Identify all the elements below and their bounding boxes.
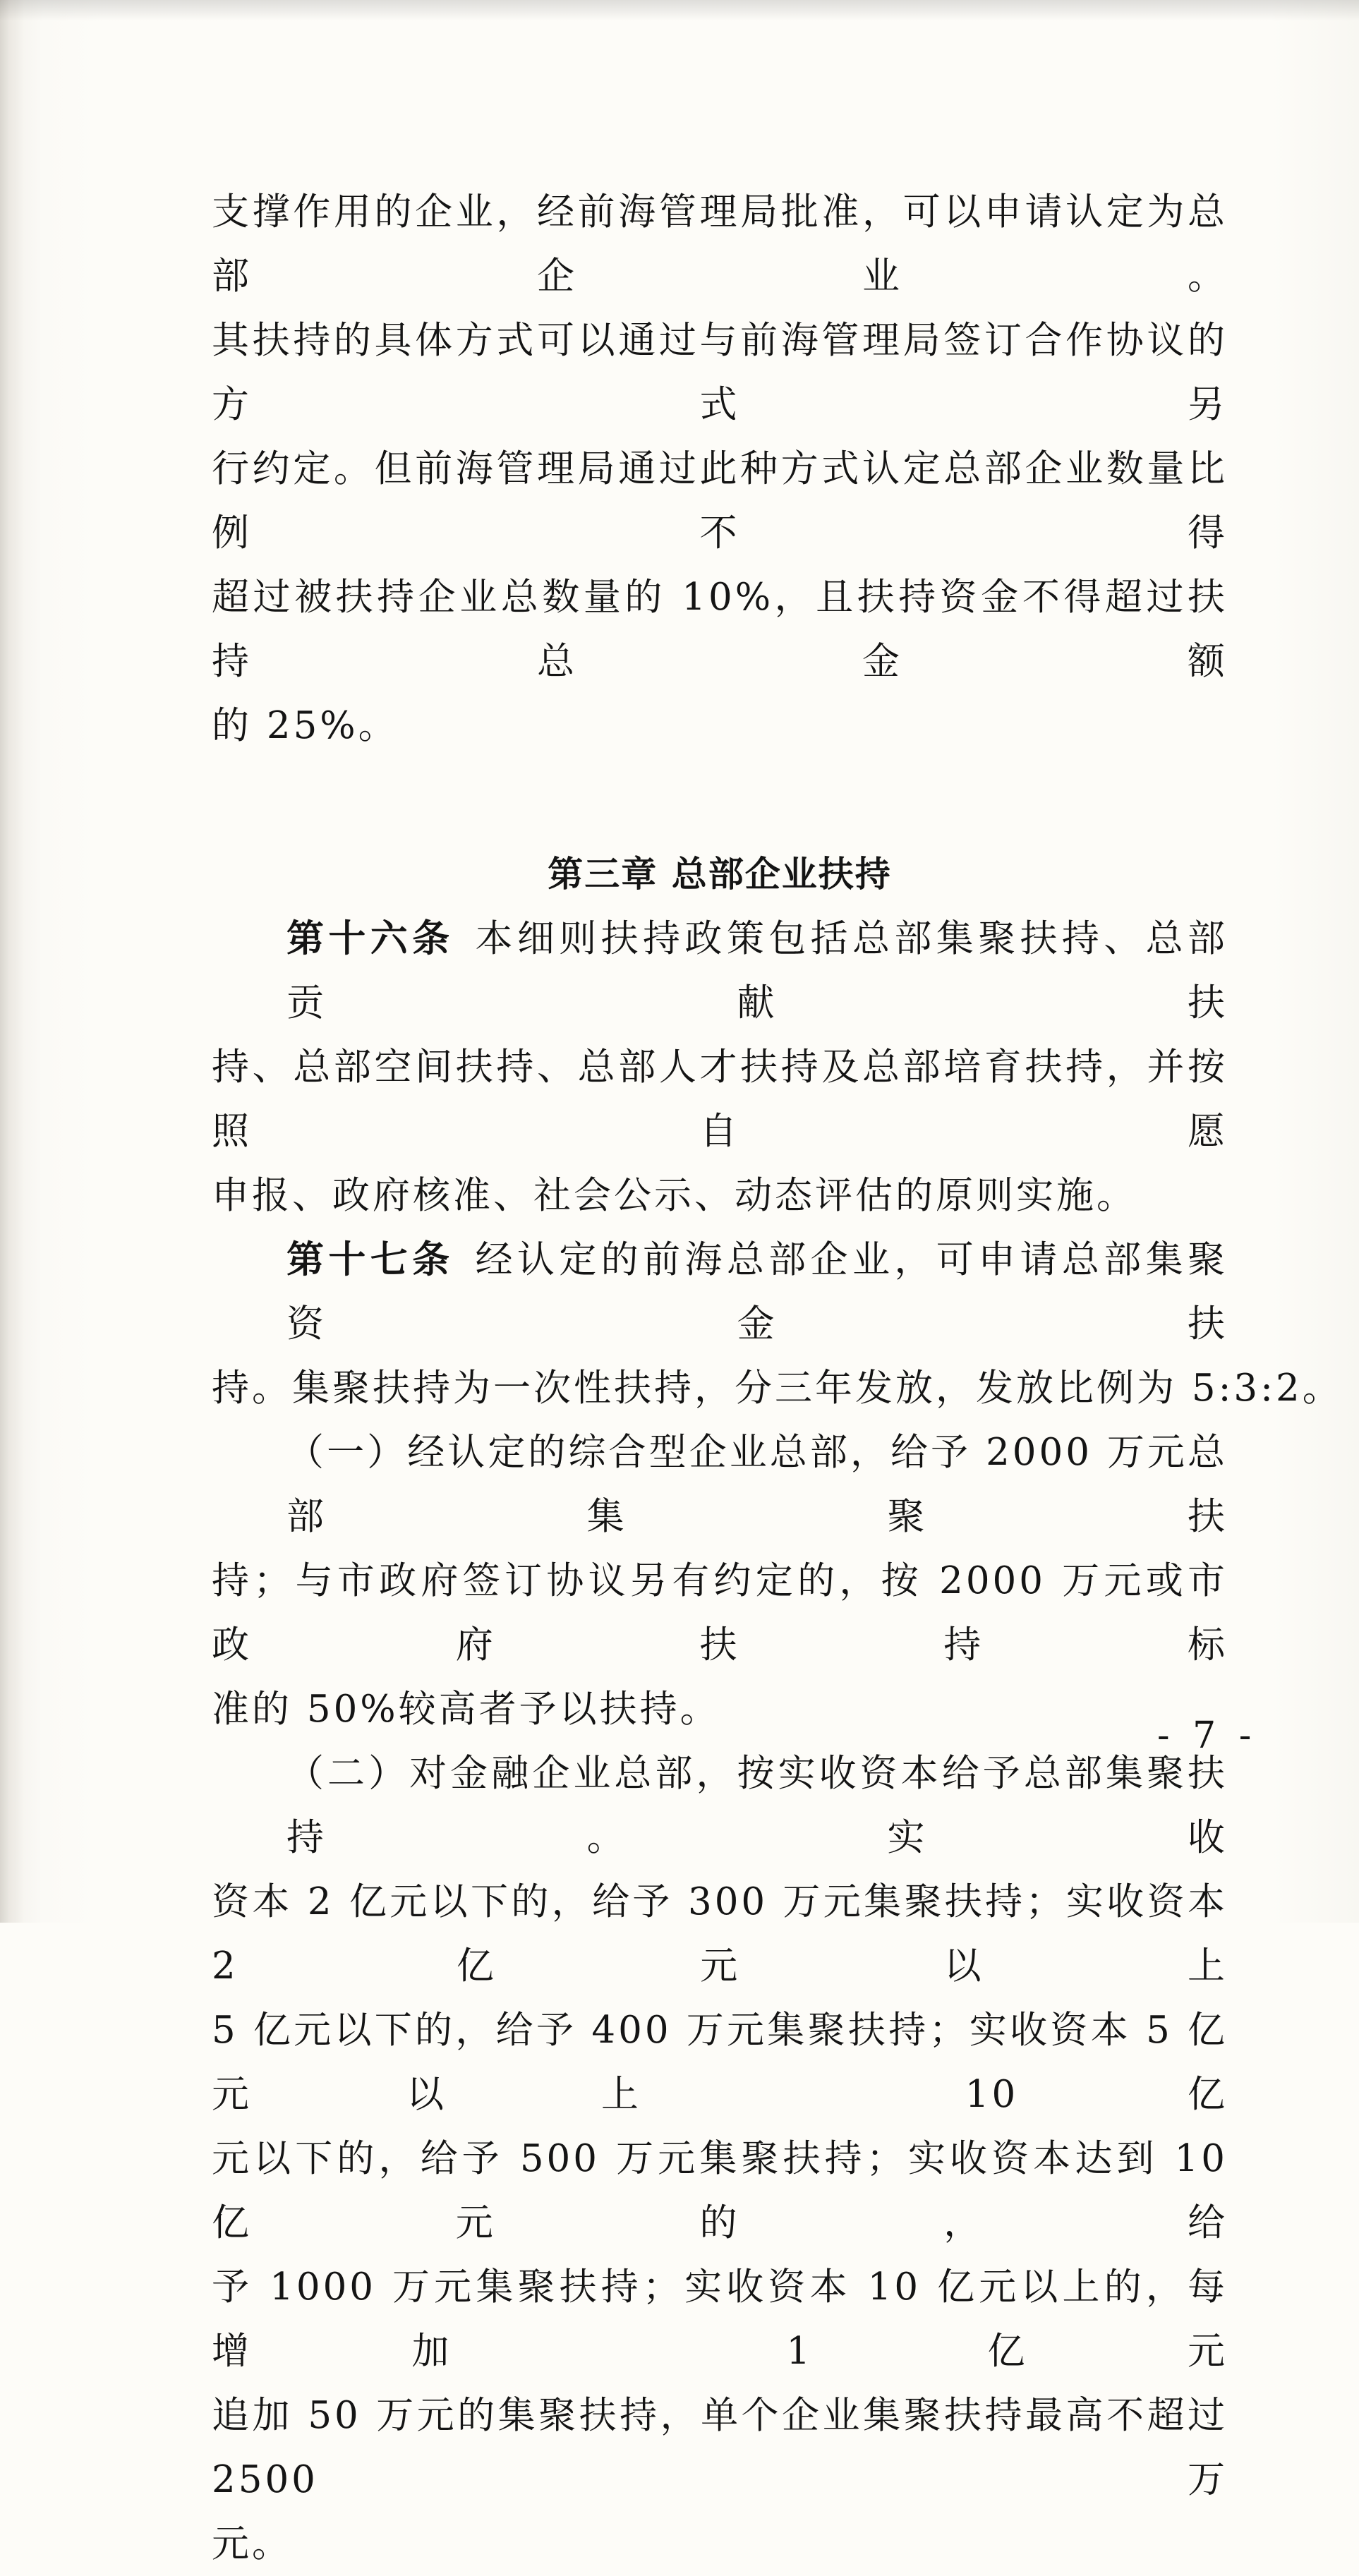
- text-line: 其扶持的具体方式可以通过与前海管理局签订合作协议的方式另: [212, 319, 1228, 426]
- text-line: 元以下的，给予 500 万元集聚扶持；实收资本达到 10 亿元的，给: [212, 2137, 1228, 2244]
- article-17: [212, 1228, 1343, 1420]
- text-line: 超过被扶持企业总数量的 10%，且扶持资金不得超过扶持总金额: [212, 576, 1228, 683]
- section-spacer: [212, 758, 1228, 842]
- item-1: [212, 1420, 1228, 1741]
- text-line: 追加 50 万元的集聚扶持，单个企业集聚扶持最高不超过 2500 万: [212, 2394, 1228, 2501]
- page-fold-shadow: [0, 0, 24, 1923]
- text-line: （一）经认定的综合型企业总部，给予 2000 万元总部集聚扶: [286, 1431, 1228, 1538]
- article-text: 经认定的前海总部企业，可申请总部集聚资金扶: [286, 1238, 1228, 1346]
- text-line: （二）对金融企业总部，按实收资本给予总部集聚扶持。实收: [286, 1752, 1228, 1859]
- text-line: 持、总部空间扶持、总部人才扶持及总部培育扶持，并按照自愿: [212, 1046, 1228, 1153]
- text-line: 的 25%。: [212, 704, 399, 747]
- text-line: [212, 907, 1228, 1035]
- text-line: 行约定。但前海管理局通过此种方式认定总部企业数量比例不得: [212, 447, 1228, 555]
- text-line: 予 1000 万元集聚扶持；实收资本 10 亿元以上的，每增加 1 亿元: [212, 2266, 1228, 2373]
- text-line: 5 亿元以下的，给予 400 万元集聚扶持；实收资本 5 亿元以上 10 亿: [212, 2009, 1228, 2116]
- text-line: 申报、政府核准、社会公示、动态评估的原则实施。: [212, 1174, 1137, 1217]
- article-16: [212, 907, 1228, 1228]
- article-text: 本细则扶持政策包括总部集聚扶持、总部贡献扶: [286, 917, 1228, 1024]
- paragraph-continued: [212, 180, 1228, 758]
- text-line: 支撑作用的企业，经前海管理局批准，可以申请认定为总部企业。: [212, 191, 1228, 298]
- text-line: [212, 1228, 1228, 1356]
- text-line: 持；与市政府签订协议另有约定的，按 2000 万元或市政府扶持标: [212, 1559, 1228, 1667]
- text-line: 持。集聚扶持为一次性扶持，分三年发放，发放比例为 5:3:2。: [212, 1367, 1343, 1410]
- item-2: [212, 1741, 1228, 2576]
- page-top-shadow: [0, 0, 1359, 21]
- text-line: 元。: [212, 2522, 292, 2565]
- article-label: 第十六条: [286, 917, 454, 960]
- text-line: 准的 50%较高者予以扶持。: [212, 1688, 720, 1731]
- chapter-title: 第三章 总部企业扶持: [548, 854, 892, 895]
- text-line: 资本 2 亿元以下的，给予 300 万元集聚扶持；实收资本 2 亿元以上: [212, 1880, 1228, 1988]
- page-number: - 7 -: [1157, 1715, 1257, 1757]
- article-label: 第十七条: [286, 1238, 454, 1281]
- document-body: [212, 180, 1343, 2576]
